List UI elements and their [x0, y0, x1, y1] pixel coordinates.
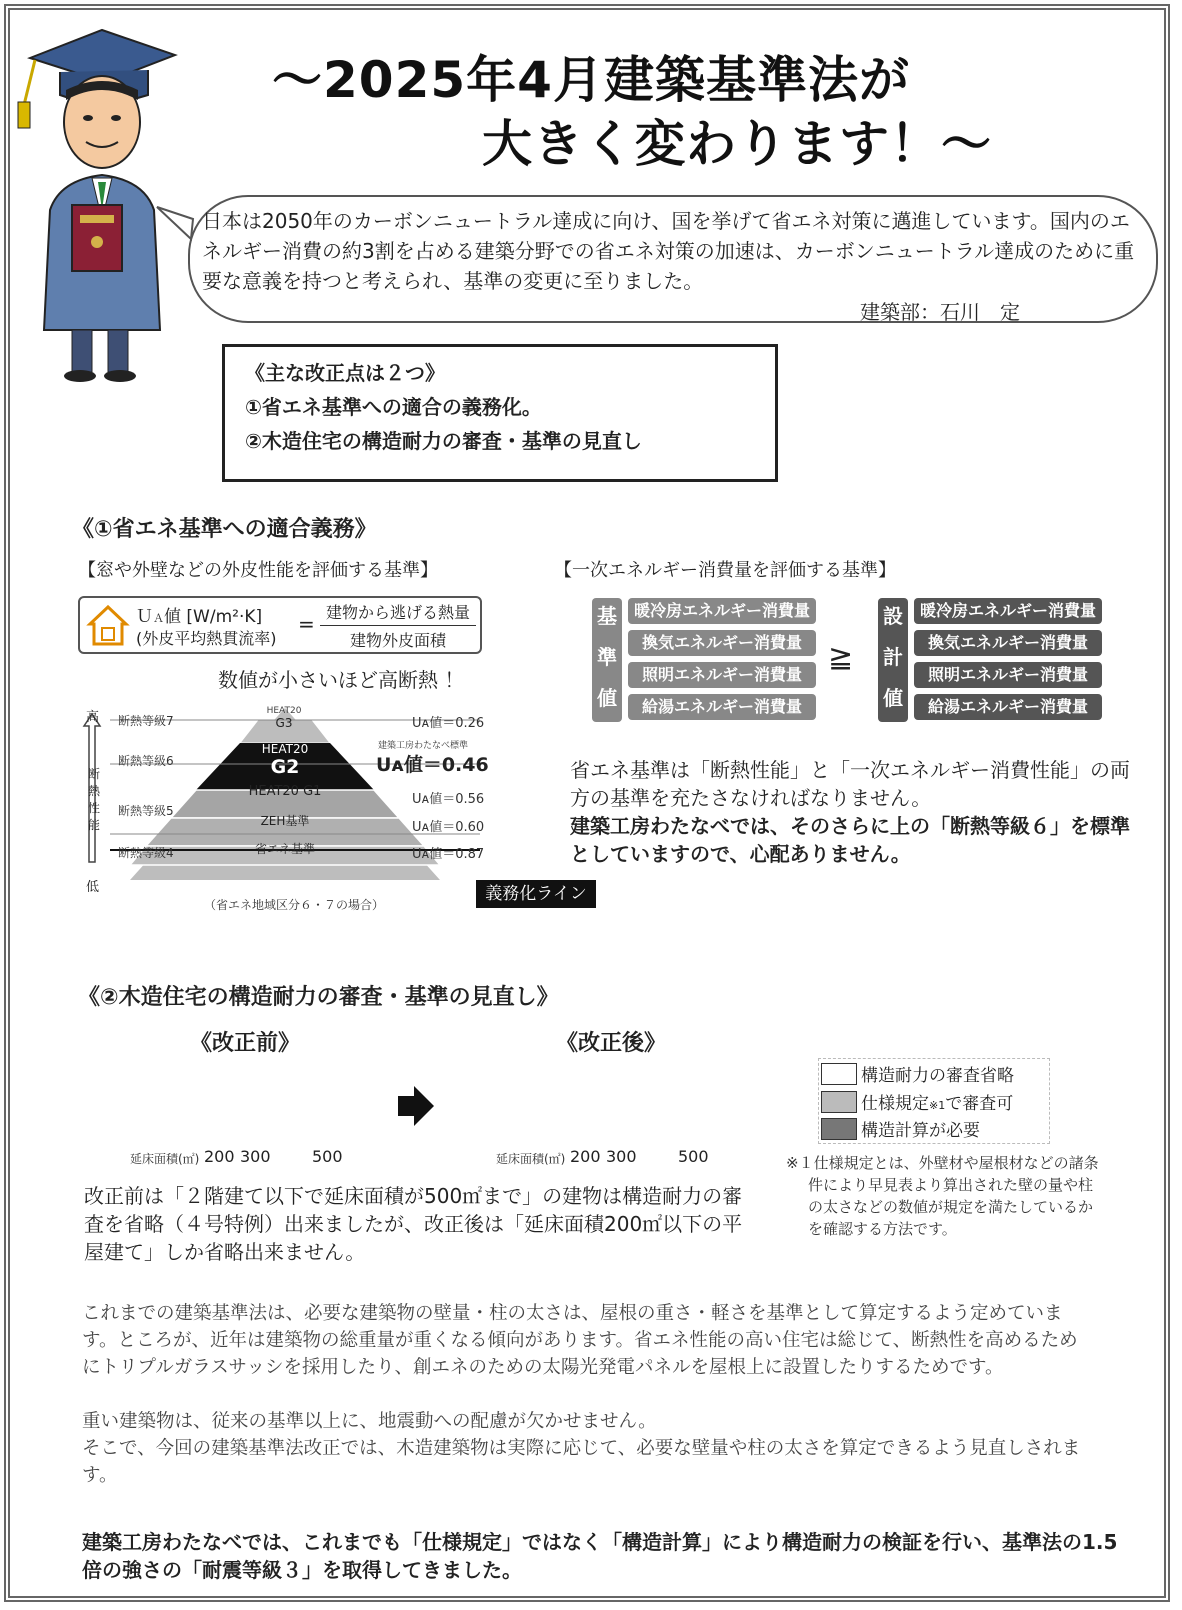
standard-item-ventilation: 換気エネルギー消費量 — [628, 630, 816, 656]
standard-item-lighting: 照明エネルギー消費量 — [628, 662, 816, 688]
standard-value-bar: 基 準 値 — [592, 598, 622, 722]
page-title-line1: ～2025年4月建築基準法が — [272, 51, 910, 109]
section2-para4: そこで、今回の建築基準法改正では、木造建築物は実際に応じて、必要な壁量や柱の太さを算定できるよう見直しされます。 — [82, 1438, 1081, 1486]
left-caption: 【窓や外壁などの外皮性能を評価する基準】 — [78, 560, 438, 581]
ua-value-standard: Uᴀ値＝0.87 — [412, 847, 485, 862]
insulation-note: 数値が小さいほど高断熱 ！ — [218, 668, 465, 692]
axis-high: 高 — [86, 710, 100, 725]
after-label: 《改正後》 — [556, 1031, 667, 1056]
legend-label-spec: 仕様規定 — [861, 1094, 929, 1114]
ua-sub: Ａ — [153, 612, 164, 625]
section1-para1: 省エネ基準は「断熱性能」と「一次エネルギー消費性能」の両方の基準を充たさなければなりません。 — [570, 758, 1130, 810]
g1-label: HEAT20 G1 — [248, 784, 322, 799]
grade-6: 断熱等級6 — [118, 754, 174, 768]
g2-small: HEAT20 — [261, 742, 309, 756]
conclusion: 建築工房わたなべでは、これまでも「仕様規定」ではなく「構造計算」により構造耐力の検証を行い、基準法の1.5倍の強さの「耐震等級３」を取得してきました。 — [82, 1530, 1118, 1582]
grade-5: 断熱等級5 — [118, 804, 174, 818]
zeh-label: ZEH基準 — [260, 814, 310, 828]
formula-equals: = — [298, 612, 315, 636]
formula-box — [78, 596, 482, 654]
g3-small: HEAT20 — [266, 706, 302, 716]
section1-heading: 《①省エネ基準への適合義務》 — [72, 517, 377, 542]
standard-item-heating: 暖冷房エネルギー消費量 — [628, 598, 816, 624]
after-tick-300: 300 — [606, 1147, 637, 1166]
design-item-heating: 暖冷房エネルギー消費量 — [914, 598, 1102, 624]
legend-label-exempt: 構造耐力の審査省略 — [861, 1066, 1014, 1086]
section2-heading: 《②木造住宅の構造耐力の審査・基準の見直し》 — [78, 985, 559, 1010]
section2-para2: これまでの建築基準法は、必要な建築物の壁量・柱の太さは、屋根の重さ・軽さを基準として算定するよう定めています。ところが、近年は建築物の総重量が重くなる傾向があります。省エネ性能の高い住宅は総じて、断熱性を高めるためにトリプルガラスサッシを採用したり、創エネのための太陽光発電パネルを屋根上に設置したりするためです。 — [82, 1303, 1078, 1378]
ua-rest: 値 [W/m²·K] — [164, 607, 263, 627]
formula-numerator: 建物から逃げる熱量 — [320, 600, 476, 626]
design-item-lighting: 照明エネルギー消費量 — [914, 662, 1102, 688]
standard-item-hotwater: 給湯エネルギー消費量 — [628, 694, 816, 720]
legend-swatch-calc — [821, 1118, 857, 1140]
grade-4: 断熱等級4 — [118, 846, 174, 860]
g2-label: G2 — [270, 756, 300, 778]
before-label: 《改正前》 — [190, 1031, 301, 1056]
page-title-line2: 大きく変わります！～ — [482, 115, 992, 173]
design-value-bar: 設 計 値 — [878, 598, 908, 722]
footnote: ※１仕様規定とは、外壁材や屋根材などの諸条件により早見表より算出された壁の量や柱の太さなどの数値が規定を満たしているかを確認する方法です。 — [786, 1154, 1099, 1238]
ua-value-g2: Uᴀ値＝0.46 — [376, 754, 489, 776]
mascot-illustration — [10, 10, 190, 390]
section1-para2: 建築工房わたなべでは、そのさらに上の「断熱等級６」を標準としていますので、心配ありません。 — [570, 814, 1130, 866]
legend-label-calc: 構造計算が必要 — [861, 1121, 980, 1141]
axis-label: 断熱性能 — [88, 767, 101, 832]
summary-heading: 《主な改正点は２つ》 — [245, 361, 445, 385]
grade-7: 断熱等級7 — [118, 714, 174, 728]
standard-label: 省エネ基準 — [254, 842, 315, 856]
author: 建築部：石川 定 — [860, 300, 1020, 324]
axis-low: 低 — [86, 880, 100, 895]
legend-sup: ※1 — [929, 1099, 946, 1112]
legend — [818, 1058, 1050, 1144]
before-tick-500: 500 — [312, 1147, 343, 1166]
ua-value-g3: Uᴀ値＝0.26 — [412, 716, 485, 731]
before-tick-200: 200 — [204, 1147, 235, 1166]
after-axis-label: 延床面積(㎡) — [496, 1152, 566, 1166]
formula-denominator: 建物外皮面積 — [349, 631, 446, 650]
comparison-operator: ≧ — [828, 640, 854, 675]
ua-desc: (外皮平均熱貫流率) — [136, 629, 277, 648]
before-tick-300: 300 — [240, 1147, 271, 1166]
ua-label: Ｕ — [136, 607, 153, 627]
legend-swatch-spec — [821, 1091, 857, 1113]
summary-point-2: ②木造住宅の構造耐力の審査・基準の見直し — [245, 429, 642, 453]
summary-box — [222, 344, 778, 482]
arrow-right-icon — [398, 1086, 434, 1126]
intro-text: 日本は2050年のカーボンニュートラル達成に向け、国を挙げて省エネ対策に邁進しています。国内のエネルギー消費の約3割を占める建築分野での省エネ対策の加速は、カーボンニュートラル達成のために重要な意義を持つと考えられ、基準の変更に至りました。 — [202, 209, 1135, 293]
ua-value-g1: Uᴀ値＝0.56 — [412, 792, 485, 807]
legend-label-spec-rest: で審査可 — [945, 1094, 1014, 1114]
summary-point-1: ①省エネ基準への適合の義務化。 — [245, 395, 542, 419]
right-caption: 【一次エネルギー消費量を評価する基準】 — [554, 560, 896, 581]
mandatory-line-label: 義務化ライン — [476, 880, 596, 908]
design-item-ventilation: 換気エネルギー消費量 — [914, 630, 1102, 656]
g3-label: G3 — [275, 716, 293, 730]
design-item-hotwater: 給湯エネルギー消費量 — [914, 694, 1102, 720]
standard-note: 建築工房わたなべ標準 — [378, 741, 469, 751]
after-tick-500: 500 — [678, 1147, 709, 1166]
before-axis-label: 延床面積(㎡) — [130, 1152, 200, 1166]
house-icon — [86, 604, 130, 648]
section2-para1: 改正前は「２階建て以下で延床面積が500㎡まで」の建物は構造耐力の審査を省略（４号特例）出来ましたが、改正後は「延床面積200㎡以下の平屋建て」しか省略出来ません。 — [84, 1184, 743, 1264]
section2-para3: 重い建築物は、従来の基準以上に、地震動への配慮が欠かせません。 — [82, 1411, 657, 1432]
after-tick-200: 200 — [570, 1147, 601, 1166]
ua-value-zeh: Uᴀ値＝0.60 — [412, 820, 485, 835]
legend-swatch-exempt — [821, 1063, 857, 1085]
pyramid-caption: （省エネ地域区分６・７の場合） — [204, 898, 385, 912]
